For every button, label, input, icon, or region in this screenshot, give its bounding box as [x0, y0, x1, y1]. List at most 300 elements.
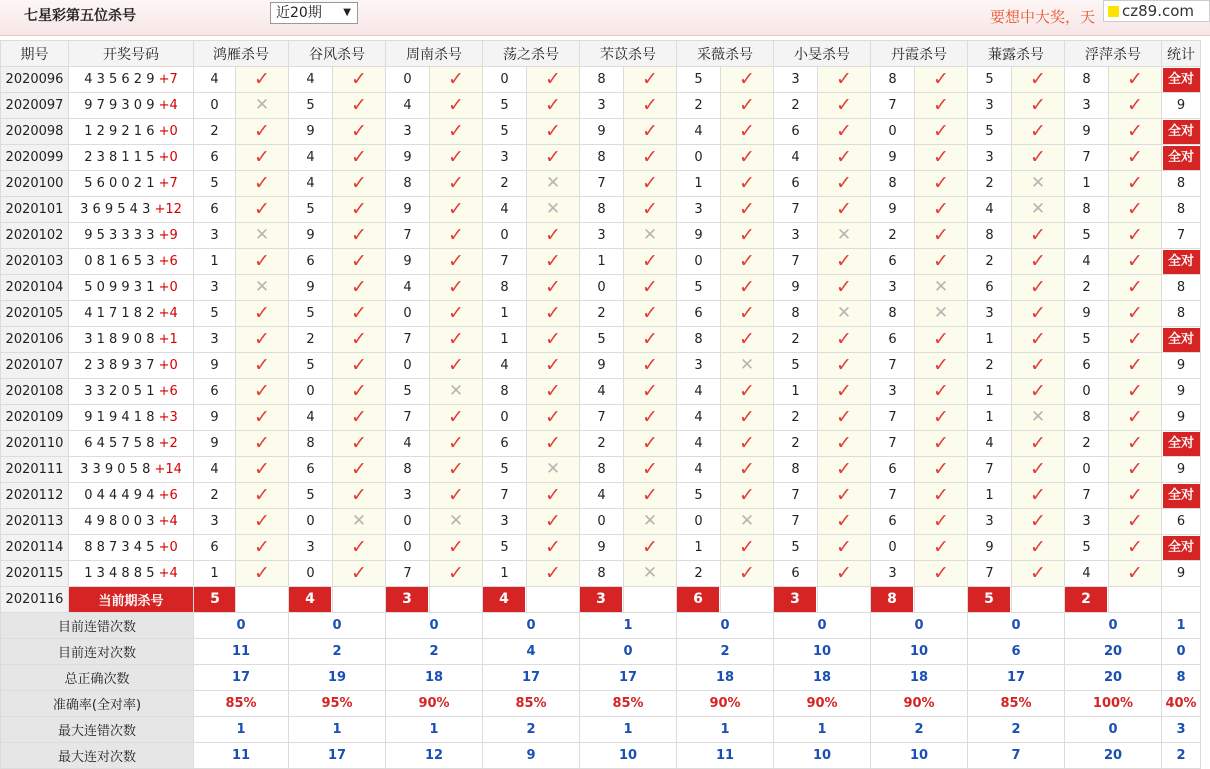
- summary-value: 90%: [774, 691, 871, 717]
- result-cell: [1109, 275, 1162, 301]
- check-icon: ✓: [448, 250, 464, 272]
- result-cell: [624, 535, 677, 561]
- table-row: [1, 145, 1201, 171]
- summary-stat: 0: [1162, 639, 1201, 665]
- check-icon: ✓: [836, 432, 852, 454]
- table-row: [1, 119, 1201, 145]
- result-cell: [527, 535, 580, 561]
- result-cell: [236, 509, 289, 535]
- kill-number-cell: 4: [289, 67, 333, 93]
- result-cell: [1012, 535, 1065, 561]
- kill-number-cell: 3: [580, 93, 624, 119]
- stat-cell: 6: [1162, 509, 1201, 535]
- summary-value: 1: [580, 613, 677, 639]
- check-icon: ✓: [351, 406, 367, 428]
- kill-number-cell: 0: [1065, 457, 1109, 483]
- check-icon: ✓: [448, 94, 464, 116]
- check-icon: ✓: [1127, 536, 1143, 558]
- summary-value: 2: [871, 717, 968, 743]
- kill-number-cell: 7: [774, 249, 818, 275]
- result-cell: [915, 197, 968, 223]
- kill-number-cell: 6: [774, 561, 818, 587]
- kill-number-cell: 8: [871, 171, 915, 197]
- result-cell: [236, 275, 289, 301]
- result-cell: [1109, 249, 1162, 275]
- check-icon: ✓: [933, 510, 949, 532]
- check-icon: ✓: [545, 510, 561, 532]
- check-icon: ✓: [448, 302, 464, 324]
- kill-number-cell: 5: [289, 483, 333, 509]
- kill-number-cell: 4: [483, 197, 527, 223]
- draw-numbers: 3 1 8 9 0 8: [84, 332, 155, 347]
- check-icon: ✓: [933, 146, 949, 168]
- kill-number-cell: 8: [677, 327, 721, 353]
- kill-number-cell: 8: [580, 197, 624, 223]
- stat-cell: [1162, 535, 1201, 561]
- summary-value: 17: [968, 665, 1065, 691]
- cross-icon: ✕: [254, 95, 270, 115]
- kill-number-cell: 9: [580, 119, 624, 145]
- summary-value: 2: [386, 639, 483, 665]
- draw-sum: +4: [158, 514, 178, 529]
- current-kill-number: 3: [774, 587, 816, 612]
- result-cell: [333, 197, 386, 223]
- page-title: 七星彩第五位杀号: [24, 8, 136, 24]
- kill-number-cell: 7: [968, 561, 1012, 587]
- result-cell: [333, 509, 386, 535]
- result-cell: [236, 457, 289, 483]
- kill-number-cell: 3: [774, 67, 818, 93]
- stat-cell: 9: [1162, 457, 1201, 483]
- summary-value: 1: [194, 717, 289, 743]
- result-cell: [1012, 93, 1065, 119]
- check-icon: ✓: [351, 250, 367, 272]
- summary-row: [1, 665, 1201, 691]
- stat-cell: [1162, 119, 1201, 145]
- check-icon: ✓: [1127, 458, 1143, 480]
- table-row: [1, 535, 1201, 561]
- kill-number-cell: 3: [289, 535, 333, 561]
- check-icon: ✓: [1127, 224, 1143, 246]
- issue-cell: 2020097: [1, 93, 69, 119]
- kill-number-cell: 0: [871, 119, 915, 145]
- current-kill-number: 4: [483, 587, 525, 612]
- result-cell: [624, 145, 677, 171]
- check-icon: ✓: [642, 302, 658, 324]
- table-row: [1, 509, 1201, 535]
- check-icon: ✓: [448, 146, 464, 168]
- stat-cell: [1162, 67, 1201, 93]
- result-cell: [527, 483, 580, 509]
- kill-number-cell: 9: [289, 275, 333, 301]
- summary-value: 19: [289, 665, 386, 691]
- kill-number-cell: 7: [774, 509, 818, 535]
- check-icon: ✓: [254, 484, 270, 506]
- check-icon: ✓: [254, 536, 270, 558]
- table-row: [1, 301, 1201, 327]
- check-icon: ✓: [642, 536, 658, 558]
- kill-number-cell: 1: [194, 249, 236, 275]
- draw-sum: +3: [158, 410, 178, 425]
- kill-number-cell: 8: [386, 457, 430, 483]
- stat-cell: 8: [1162, 197, 1201, 223]
- kill-number-cell: 8: [1065, 67, 1109, 93]
- check-icon: ✓: [1127, 510, 1143, 532]
- check-icon: ✓: [739, 68, 755, 90]
- kill-number-cell: 7: [483, 483, 527, 509]
- draw-sum: +14: [154, 462, 182, 477]
- check-icon: ✓: [254, 172, 270, 194]
- check-icon: ✓: [1127, 120, 1143, 142]
- header-expert: 谷风杀号: [289, 41, 386, 67]
- stat-cell: [1162, 483, 1201, 509]
- issue-cell: 2020114: [1, 535, 69, 561]
- check-icon: ✓: [739, 276, 755, 298]
- summary-value: 1: [774, 717, 871, 743]
- check-icon: ✓: [836, 120, 852, 142]
- summary-value: 2: [289, 639, 386, 665]
- summary-value: 0: [1065, 613, 1162, 639]
- issue-cell: 2020105: [1, 301, 69, 327]
- result-cell: [430, 171, 483, 197]
- result-cell: [818, 405, 871, 431]
- kill-number-cell: 4: [386, 275, 430, 301]
- check-icon: ✓: [545, 276, 561, 298]
- check-icon: ✓: [1127, 146, 1143, 168]
- cross-icon: ✕: [836, 303, 852, 323]
- kill-number-cell: 2: [968, 171, 1012, 197]
- check-icon: ✓: [642, 146, 658, 168]
- issue-cell: 2020104: [1, 275, 69, 301]
- kill-number-cell: 3: [968, 301, 1012, 327]
- check-icon: ✓: [642, 120, 658, 142]
- summary-value: 85%: [580, 691, 677, 717]
- kill-number-cell: 8: [774, 301, 818, 327]
- result-cell: [333, 561, 386, 587]
- summary-value: 85%: [194, 691, 289, 717]
- summary-value: 20: [1065, 639, 1162, 665]
- chevron-down-icon: ▼: [343, 7, 351, 18]
- summary-value: 0: [194, 613, 289, 639]
- result-cell: [818, 353, 871, 379]
- kill-number-cell: 3: [871, 561, 915, 587]
- draw-numbers: 8 8 7 3 4 5: [84, 540, 155, 555]
- kill-number-cell: 6: [871, 249, 915, 275]
- stat-cell: [1162, 249, 1201, 275]
- result-cell: [1012, 327, 1065, 353]
- result-cell: [1109, 327, 1162, 353]
- summary-value: 11: [677, 743, 774, 769]
- draw-cell: [69, 93, 194, 119]
- kill-number-cell: 5: [677, 483, 721, 509]
- kill-number-cell: 0: [289, 379, 333, 405]
- kill-number-cell: 9: [580, 353, 624, 379]
- summary-value: 9: [483, 743, 580, 769]
- check-icon: ✓: [1030, 380, 1046, 402]
- check-icon: ✓: [739, 536, 755, 558]
- result-cell: [236, 561, 289, 587]
- current-kill-cell: [194, 587, 236, 613]
- result-cell: [1109, 405, 1162, 431]
- summary-value: 85%: [968, 691, 1065, 717]
- check-icon: ✓: [739, 562, 755, 584]
- kill-number-cell: 8: [580, 145, 624, 171]
- result-cell: [1109, 457, 1162, 483]
- kill-number-cell: 9: [194, 353, 236, 379]
- check-icon: ✓: [739, 120, 755, 142]
- result-cell: [1012, 145, 1065, 171]
- check-icon: ✓: [351, 380, 367, 402]
- check-icon: ✓: [933, 94, 949, 116]
- header-expert: 鸿雁杀号: [194, 41, 289, 67]
- kill-number-cell: 3: [774, 223, 818, 249]
- result-cell: [236, 223, 289, 249]
- summary-value: 1: [289, 717, 386, 743]
- kill-number-cell: 9: [289, 119, 333, 145]
- kill-number-cell: 1: [483, 327, 527, 353]
- check-icon: ✓: [836, 406, 852, 428]
- summary-value: 2: [677, 639, 774, 665]
- result-cell: [818, 171, 871, 197]
- cross-icon: ✕: [448, 381, 464, 401]
- summary-value: 0: [774, 613, 871, 639]
- all-right-badge: 全对: [1163, 484, 1200, 508]
- result-cell: [721, 197, 774, 223]
- result-cell: [333, 249, 386, 275]
- kill-number-cell: 9: [580, 535, 624, 561]
- result-cell: [527, 171, 580, 197]
- kill-number-cell: 9: [386, 197, 430, 223]
- kill-number-cell: 4: [774, 145, 818, 171]
- summary-stat: 1: [1162, 613, 1201, 639]
- current-kill-cell: [968, 587, 1012, 613]
- result-cell: [915, 119, 968, 145]
- result-cell: [721, 561, 774, 587]
- current-stat-cell: [1162, 587, 1201, 613]
- check-icon: ✓: [351, 432, 367, 454]
- kill-number-cell: 4: [289, 405, 333, 431]
- kill-number-cell: 2: [774, 93, 818, 119]
- table-row: [1, 171, 1201, 197]
- cross-icon: ✕: [351, 511, 367, 531]
- kill-number-cell: 9: [774, 275, 818, 301]
- issue-cell: 2020113: [1, 509, 69, 535]
- kill-number-cell: 7: [871, 405, 915, 431]
- result-cell: [1109, 171, 1162, 197]
- kill-number-cell: 7: [386, 223, 430, 249]
- check-icon: ✓: [836, 172, 852, 194]
- kill-number-cell: 3: [677, 197, 721, 223]
- kill-number-cell: 7: [580, 405, 624, 431]
- result-cell: [1012, 431, 1065, 457]
- result-cell: [527, 301, 580, 327]
- kill-number-cell: 9: [1065, 119, 1109, 145]
- draw-sum: +12: [154, 202, 182, 217]
- result-cell: [1012, 561, 1065, 587]
- result-cell: [624, 67, 677, 93]
- issue-cell: 2020102: [1, 223, 69, 249]
- result-cell: [624, 223, 677, 249]
- kill-number-cell: 3: [677, 353, 721, 379]
- check-icon: ✓: [448, 328, 464, 350]
- kill-number-cell: 0: [386, 509, 430, 535]
- current-empty-cell: [915, 587, 968, 613]
- draw-sum: +0: [158, 280, 178, 295]
- check-icon: ✓: [351, 562, 367, 584]
- result-cell: [1012, 509, 1065, 535]
- kill-number-cell: 7: [1065, 483, 1109, 509]
- check-icon: ✓: [351, 328, 367, 350]
- result-cell: [527, 249, 580, 275]
- summary-row: [1, 743, 1201, 769]
- result-cell: [818, 327, 871, 353]
- check-icon: ✓: [1127, 172, 1143, 194]
- result-cell: [721, 483, 774, 509]
- table-row: [1, 93, 1201, 119]
- kill-number-cell: 0: [483, 223, 527, 249]
- check-icon: ✓: [448, 432, 464, 454]
- kill-number-cell: 0: [677, 249, 721, 275]
- result-cell: [1012, 249, 1065, 275]
- result-cell: [527, 561, 580, 587]
- period-select[interactable]: [270, 2, 358, 24]
- all-right-badge: 全对: [1163, 432, 1200, 456]
- draw-cell: [69, 145, 194, 171]
- check-icon: ✓: [1030, 302, 1046, 324]
- table-row: [1, 405, 1201, 431]
- kill-number-cell: 5: [483, 93, 527, 119]
- stat-cell: 9: [1162, 93, 1201, 119]
- draw-cell: [69, 561, 194, 587]
- summary-value: 10: [580, 743, 677, 769]
- draw-cell: [69, 327, 194, 353]
- check-icon: ✓: [933, 380, 949, 402]
- cross-icon: ✕: [545, 459, 561, 479]
- current-kill-cell: [580, 587, 624, 613]
- kill-number-cell: 5: [483, 535, 527, 561]
- summary-value: 0: [968, 613, 1065, 639]
- result-cell: [1109, 145, 1162, 171]
- check-icon: ✓: [933, 172, 949, 194]
- kill-number-cell: 6: [1065, 353, 1109, 379]
- check-icon: ✓: [933, 250, 949, 272]
- cross-icon: ✕: [642, 563, 658, 583]
- kill-number-cell: 3: [194, 275, 236, 301]
- issue-cell: 2020103: [1, 249, 69, 275]
- check-icon: ✓: [1127, 94, 1143, 116]
- issue-cell: 2020098: [1, 119, 69, 145]
- check-icon: ✓: [351, 68, 367, 90]
- kill-number-cell: 6: [968, 275, 1012, 301]
- check-icon: ✓: [254, 146, 270, 168]
- check-icon: ✓: [642, 68, 658, 90]
- kill-number-cell: 5: [968, 119, 1012, 145]
- kill-number-cell: 1: [968, 483, 1012, 509]
- check-icon: ✓: [1127, 406, 1143, 428]
- kill-number-cell: 3: [968, 93, 1012, 119]
- summary-value: 17: [194, 665, 289, 691]
- result-cell: [236, 535, 289, 561]
- check-icon: ✓: [254, 302, 270, 324]
- check-icon: ✓: [1127, 276, 1143, 298]
- result-cell: [430, 301, 483, 327]
- header-expert: 周南杀号: [386, 41, 483, 67]
- summary-stat: 3: [1162, 717, 1201, 743]
- summary-value: 10: [871, 639, 968, 665]
- cross-icon: ✕: [545, 173, 561, 193]
- check-icon: ✓: [545, 536, 561, 558]
- kill-number-cell: 0: [483, 67, 527, 93]
- kill-number-cell: 1: [483, 301, 527, 327]
- stat-cell: 9: [1162, 561, 1201, 587]
- cross-icon: ✕: [739, 511, 755, 531]
- kill-number-cell: 5: [1065, 535, 1109, 561]
- kill-number-cell: 2: [774, 327, 818, 353]
- stat-cell: 9: [1162, 353, 1201, 379]
- check-icon: ✓: [254, 198, 270, 220]
- kill-number-cell: 4: [677, 431, 721, 457]
- summary-value: 0: [580, 639, 677, 665]
- issue-cell: 2020109: [1, 405, 69, 431]
- result-cell: [527, 197, 580, 223]
- result-cell: [333, 301, 386, 327]
- kill-number-cell: 1: [968, 327, 1012, 353]
- result-cell: [1012, 275, 1065, 301]
- kill-number-cell: 3: [386, 119, 430, 145]
- result-cell: [624, 119, 677, 145]
- result-cell: [430, 93, 483, 119]
- result-cell: [333, 275, 386, 301]
- kill-number-cell: 3: [1065, 93, 1109, 119]
- kill-number-cell: 2: [194, 483, 236, 509]
- site-badge[interactable]: [1103, 0, 1210, 22]
- kill-number-cell: 1: [580, 249, 624, 275]
- check-icon: ✓: [836, 94, 852, 116]
- check-icon: ✓: [351, 458, 367, 480]
- current-label: 当前期杀号: [69, 587, 194, 613]
- check-icon: ✓: [351, 224, 367, 246]
- result-cell: [527, 93, 580, 119]
- draw-sum: +0: [158, 358, 178, 373]
- header-expert: 采薇杀号: [677, 41, 774, 67]
- check-icon: ✓: [739, 328, 755, 350]
- current-empty-cell: [624, 587, 677, 613]
- check-icon: ✓: [545, 484, 561, 506]
- result-cell: [333, 431, 386, 457]
- result-cell: [818, 249, 871, 275]
- result-cell: [721, 327, 774, 353]
- kill-number-cell: 4: [386, 93, 430, 119]
- result-cell: [1012, 405, 1065, 431]
- kill-number-cell: 6: [194, 535, 236, 561]
- cross-icon: ✕: [448, 511, 464, 531]
- issue-cell: 2020107: [1, 353, 69, 379]
- kill-number-cell: 6: [289, 457, 333, 483]
- kill-number-cell: 4: [289, 145, 333, 171]
- summary-value: 1: [677, 717, 774, 743]
- kill-number-cell: 5: [194, 301, 236, 327]
- header-expert: 浮萍杀号: [1065, 41, 1162, 67]
- check-icon: ✓: [545, 562, 561, 584]
- draw-sum: +6: [158, 384, 178, 399]
- result-cell: [721, 223, 774, 249]
- summary-value: 6: [968, 639, 1065, 665]
- summary-value: 90%: [871, 691, 968, 717]
- result-cell: [818, 145, 871, 171]
- summary-value: 18: [871, 665, 968, 691]
- kill-number-cell: 9: [194, 431, 236, 457]
- check-icon: ✓: [545, 406, 561, 428]
